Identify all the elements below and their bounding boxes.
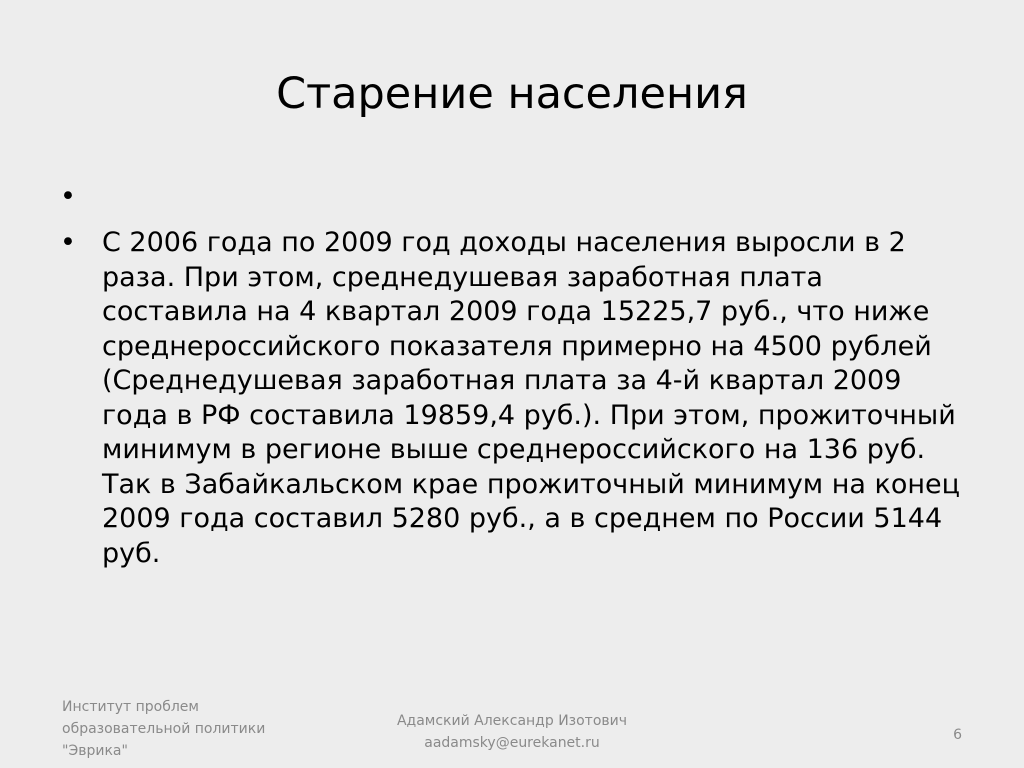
footer-email: aadamsky@eurekanet.ru <box>424 735 600 751</box>
bullet-item-empty <box>60 180 970 214</box>
footer-organization-line: образовательной политики <box>62 721 266 737</box>
bullet-dot-icon: • <box>60 227 76 258</box>
footer-author: Адамский Александр Изотович <box>396 713 628 729</box>
footer-organization <box>62 696 292 762</box>
bullet-text: С 2006 года по 2009 год доходы населения выросли в 2 раза. При этом, среднедушевая заработная плата составила на 4 квартал 2009 года 15225,7 руб., что ниже среднероссийского показателя примерно на 4500 рублей (Среднедушевая заработная плата за 4-й квартал 2009 года в РФ составила 19859,4 руб.). При этом, прожиточный минимум в регионе выше среднероссийского на 136 руб. Так в Забайкальском крае прожиточный минимум на конец 2009 года составил 5280 руб., а в среднем по России 5144 руб. <box>102 227 961 569</box>
footer-organization-line: "Эврика" <box>62 743 128 759</box>
footer-author-block <box>350 710 674 754</box>
bullet-item-income <box>60 226 970 571</box>
bullet-dot-icon: • <box>60 181 76 212</box>
bullet-list <box>60 180 970 571</box>
slide-title: Старение населения <box>276 69 748 119</box>
page-number: 6 <box>953 727 962 743</box>
footer-organization-line: Институт проблем <box>62 699 199 715</box>
